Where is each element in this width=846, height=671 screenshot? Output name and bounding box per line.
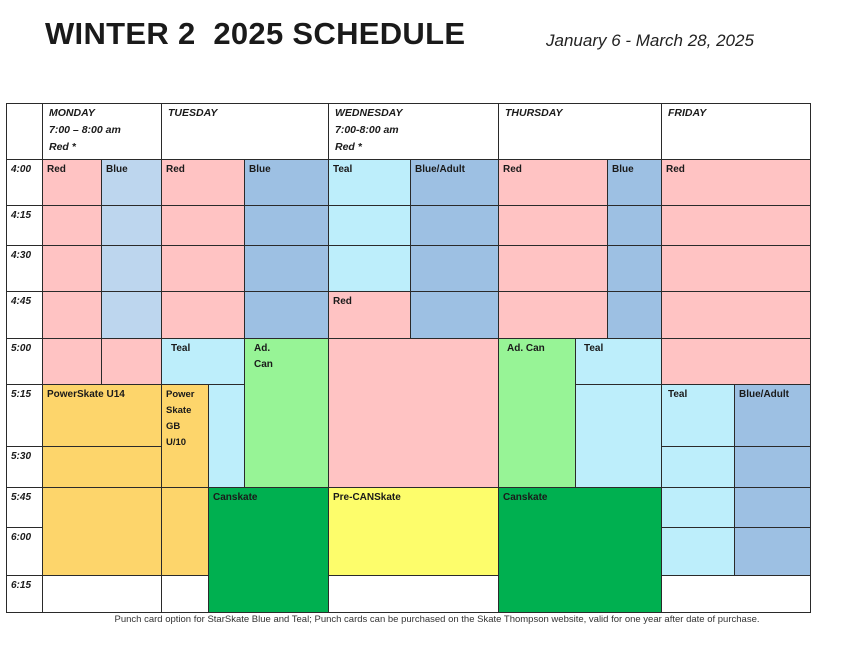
session-cell — [42, 338, 102, 385]
session-powerskate-u14: PowerSkate U14 — [42, 384, 162, 447]
session-blue: Blue — [607, 159, 662, 206]
time-label: 5:00 — [6, 338, 43, 385]
time-label: 4:45 — [6, 291, 43, 339]
session-cell — [661, 575, 811, 613]
session-blue: Blue — [101, 159, 162, 206]
session-blue-adult: Blue/Adult — [734, 384, 811, 447]
time-label: 4:00 — [6, 159, 43, 206]
session-red: Red — [328, 291, 411, 339]
session-red: Red — [498, 159, 608, 206]
session-teal: Teal — [661, 384, 735, 447]
session-cell — [42, 446, 162, 488]
day-name: TUESDAY — [168, 107, 218, 119]
session-power-skate-gb-u-10: Power Skate GB U/10 — [161, 384, 209, 488]
time-label: 6:15 — [6, 575, 43, 613]
day-note: 7:00-8:00 am — [335, 124, 399, 136]
session-cell — [101, 338, 162, 385]
session-cell — [734, 446, 811, 488]
time-label: 5:30 — [6, 446, 43, 488]
session-canskate: Canskate — [498, 487, 662, 613]
session-cell — [498, 205, 608, 246]
session-cell — [244, 291, 329, 339]
day-header-friday — [661, 103, 811, 160]
day-header-tuesday — [161, 103, 329, 160]
day-header-wednesday — [328, 103, 499, 160]
session-cell — [607, 205, 662, 246]
session-cell — [101, 205, 162, 246]
session-cell — [328, 338, 499, 488]
session-ad-can: Ad. Can — [498, 338, 576, 488]
session-cell — [42, 291, 102, 339]
session-cell — [661, 338, 811, 385]
session-ad-can: Ad. Can — [244, 338, 329, 488]
schedule-title: WINTER 2 2025 SCHEDULE — [45, 16, 466, 51]
session-cell — [607, 245, 662, 292]
session-pre-canskate: Pre-CANSkate — [328, 487, 499, 576]
date-range: January 6 - March 28, 2025 — [546, 31, 754, 50]
session-cell — [244, 205, 329, 246]
session-cell — [498, 291, 608, 339]
session-cell — [575, 384, 662, 488]
session-cell — [101, 291, 162, 339]
session-cell — [161, 575, 209, 613]
session-cell — [42, 575, 162, 613]
day-note: 7:00 – 8:00 am — [49, 124, 121, 136]
session-canskate: Canskate — [208, 487, 329, 613]
session-cell — [607, 291, 662, 339]
session-teal: Teal — [161, 338, 245, 385]
session-cell — [161, 291, 245, 339]
session-cell — [661, 205, 811, 246]
session-teal: Teal — [328, 159, 411, 206]
time-label: 6:00 — [6, 527, 43, 576]
session-cell — [661, 446, 735, 488]
session-cell — [328, 205, 411, 246]
time-label: 5:45 — [6, 487, 43, 528]
session-cell — [244, 245, 329, 292]
session-cell — [734, 487, 811, 528]
session-cell — [42, 487, 162, 576]
session-cell — [661, 527, 735, 576]
session-cell — [161, 205, 245, 246]
session-cell — [208, 384, 245, 488]
session-cell — [661, 487, 735, 528]
session-cell — [661, 245, 811, 292]
day-note: Red * — [335, 141, 362, 153]
day-name: FRIDAY — [668, 107, 707, 119]
session-cell — [328, 575, 499, 613]
session-red: Red — [42, 159, 102, 206]
session-teal: Teal — [575, 338, 662, 385]
session-cell — [328, 245, 411, 292]
time-label: 4:15 — [6, 205, 43, 246]
session-cell — [734, 527, 811, 576]
day-note: Red * — [49, 141, 76, 153]
footnote: Punch card option for StarSkate Blue and Teal; Punch cards can be purchased on the Skate Thompson website, valid for one year after date of purchase. — [114, 614, 760, 625]
session-cell — [410, 245, 499, 292]
day-header-monday — [42, 103, 162, 160]
day-name: WEDNESDAY — [335, 107, 403, 119]
corner-cell — [6, 103, 43, 160]
time-label: 4:30 — [6, 245, 43, 292]
session-blue: Blue — [244, 159, 329, 206]
session-cell — [161, 487, 209, 576]
session-cell — [661, 291, 811, 339]
session-red: Red — [661, 159, 811, 206]
session-red: Red — [161, 159, 245, 206]
session-cell — [101, 245, 162, 292]
session-cell — [498, 245, 608, 292]
session-cell — [410, 291, 499, 339]
session-cell — [410, 205, 499, 246]
day-name: THURSDAY — [505, 107, 563, 119]
day-name: MONDAY — [49, 107, 95, 119]
session-cell — [42, 245, 102, 292]
session-cell — [161, 245, 245, 292]
day-header-thursday — [498, 103, 662, 160]
session-cell — [42, 205, 102, 246]
session-blue-adult: Blue/Adult — [410, 159, 499, 206]
time-label: 5:15 — [6, 384, 43, 447]
